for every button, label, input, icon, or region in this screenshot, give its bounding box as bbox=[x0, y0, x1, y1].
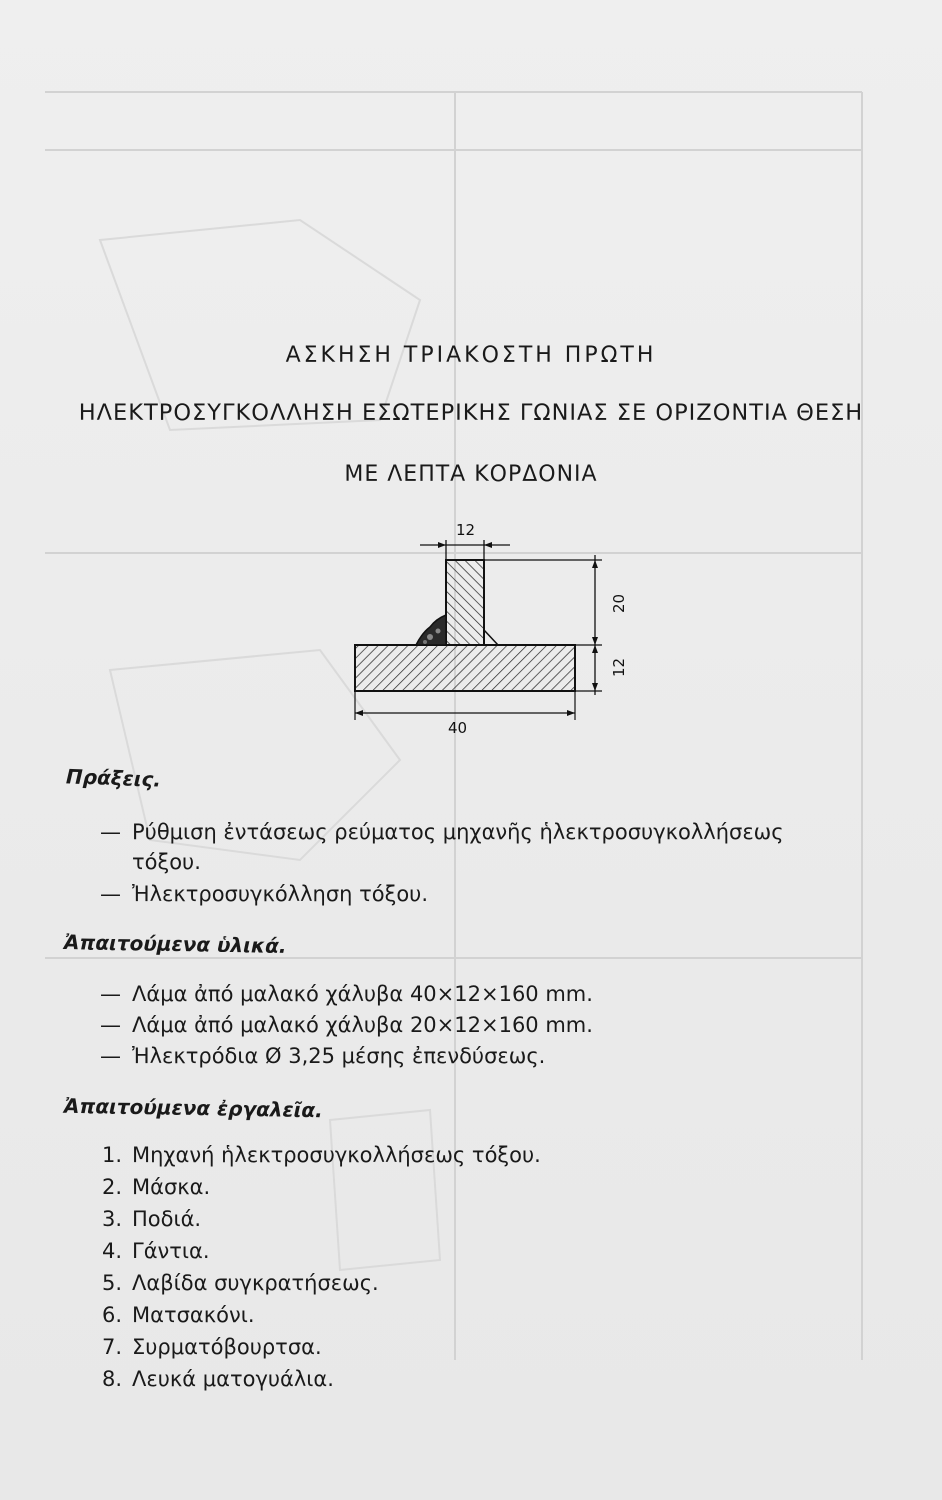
list-dash: — bbox=[100, 1044, 121, 1068]
tool-item-6: Ματσακόνι. bbox=[132, 1303, 255, 1327]
tool-number: 2. bbox=[101, 1175, 122, 1199]
dim-vertical-lower-label: 12 bbox=[610, 657, 628, 677]
operation-item-1-line1: Ρύθμιση ἐντάσεως ρεύματος μηχανῆς ἡλεκτροσυγκολλήσεως bbox=[132, 820, 784, 844]
vertical-plate bbox=[446, 560, 484, 645]
tools-heading: Ἀπαιτούμενα ἐργαλεῖα. bbox=[63, 1093, 323, 1123]
tool-number: 3. bbox=[101, 1207, 122, 1231]
weld-bead-right bbox=[484, 630, 498, 645]
exercise-subject-title: ΗΛΕΚΤΡΟΣΥΓΚΟΛΛΗΣΗ ΕΣΩΤΕΡΙΚΗΣ ΓΩΝΙΑΣ ΣΕ ΟΡΙΖΟΝΤΙΑ ΘΕΣΗ bbox=[78, 400, 864, 426]
t-joint-weld-diagram bbox=[330, 515, 650, 745]
dim-bottom-label: 40 bbox=[448, 719, 468, 737]
tool-item-7: Συρματόβουρτσα. bbox=[132, 1335, 322, 1359]
tool-number: 8. bbox=[101, 1367, 122, 1391]
tool-item-8: Λευκά ματογυάλια. bbox=[132, 1367, 334, 1391]
tool-item-2: Μάσκα. bbox=[132, 1175, 211, 1199]
list-dash: — bbox=[100, 1013, 121, 1037]
weld-bead-left bbox=[416, 615, 446, 645]
operation-item-2: Ἠλεκτροσυγκόλληση τόξου. bbox=[132, 882, 428, 906]
list-dash: — bbox=[100, 882, 121, 906]
exercise-number-title: ΑΣΚΗΣΗ ΤΡΙΑΚΟΣΤΗ ΠΡΩΤΗ bbox=[285, 343, 657, 368]
dim-top-label: 12 bbox=[456, 521, 476, 539]
base-plate bbox=[355, 645, 575, 691]
exercise-subject-subtitle: ΜΕ ΛΕΠΤΑ ΚΟΡΔΟΝΙΑ bbox=[344, 462, 598, 487]
tool-number: 1. bbox=[101, 1143, 122, 1167]
tool-item-5: Λαβίδα συγκρατήσεως. bbox=[132, 1271, 379, 1295]
material-item-1: Λάμα ἀπό μαλακό χάλυβα 40×12×160 mm. bbox=[132, 982, 593, 1006]
tool-item-3: Ποδιά. bbox=[132, 1207, 202, 1231]
tool-number: 6. bbox=[101, 1303, 122, 1327]
operations-heading: Πράξεις. bbox=[65, 764, 162, 792]
material-item-3: Ἠλεκτρόδια Ø 3,25 μέσης ἐπενδύσεως. bbox=[132, 1044, 546, 1068]
material-item-2: Λάμα ἀπό μαλακό χάλυβα 20×12×160 mm. bbox=[132, 1013, 593, 1037]
dim-vertical-upper-label: 20 bbox=[610, 593, 628, 613]
materials-heading: Ἀπαιτούμενα ὑλικά. bbox=[63, 930, 287, 958]
operation-item-1-line2: τόξου. bbox=[132, 850, 201, 874]
list-dash: — bbox=[100, 820, 121, 844]
tool-number: 7. bbox=[101, 1335, 122, 1359]
tool-item-4: Γάντια. bbox=[132, 1239, 210, 1263]
tool-number: 5. bbox=[101, 1271, 122, 1295]
tool-number: 4. bbox=[101, 1239, 122, 1263]
list-dash: — bbox=[100, 982, 121, 1006]
tool-item-1: Μηχανή ἡλεκτροσυγκολλήσεως τόξου. bbox=[132, 1143, 541, 1167]
